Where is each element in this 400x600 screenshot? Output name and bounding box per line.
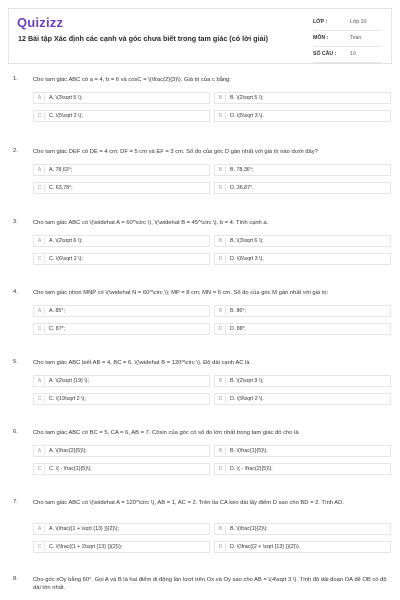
meta-table — [313, 15, 381, 63]
question-text: Cho tam giác DEF có DE = 4 cm; DF = 5 cm và EF = 3 cm. Số đo của góc D gần nhất với giá trị nào dưới đây? — [33, 149, 318, 155]
option-text: A. 85°; — [49, 308, 65, 314]
option-letter-box: B — [216, 525, 226, 533]
option-letter-box: A — [35, 94, 45, 102]
meta-key: LỚP : — [313, 19, 328, 25]
question-text: Cho tam giác ABC có \(\widehat A = 120^\circ \), AB = 1, AC = 2. Trên tia CA kéo dài lấy điểm D sao cho BD = 2. Tính AD. — [33, 500, 344, 506]
answer-option-d[interactable] — [214, 323, 391, 335]
option-text: B. \(3\sqrt 6 \); — [230, 238, 264, 244]
option-text: B. \(2\sqrt 5 \); — [230, 95, 264, 101]
option-text: B. \(\frac{1}{5}\); — [230, 448, 268, 454]
question-number: 2. — [13, 148, 18, 154]
question-text: Cho tam giác ABC có BC = 5, CA = 6, AB = 7. Côsin của góc có số đo lớn nhất trong tam giác đó cho là — [33, 430, 299, 436]
question-text: Cho tam giác ABC biết AB = 4, BC = 6, \(\widehat B = 120^\circ \). Độ dài cạnh AC là — [33, 360, 250, 366]
option-letter-box: C — [35, 255, 45, 263]
option-text: C. \(19\sqrt 2 \); — [49, 396, 86, 402]
option-letter-box: B — [216, 166, 226, 174]
answer-option-c[interactable] — [33, 182, 210, 194]
option-letter-box: C — [35, 112, 45, 120]
answer-option-a[interactable] — [33, 445, 210, 457]
answer-option-a[interactable] — [33, 375, 210, 387]
answer-option-c[interactable] — [33, 253, 210, 265]
option-letter-box: A — [35, 166, 45, 174]
option-letter-box: C — [35, 325, 45, 333]
question-text: Cho tam giác nhọn MNP có \(\widehat N = 60^\circ \); MP = 8 cm; MN = 5 cm. Số đo của góc M gần nhất với giá trị: — [33, 290, 329, 296]
option-text: B. 78,36°; — [230, 167, 254, 173]
option-text: A. \(\frac{{1 + \sqrt {13} }}{2}\); — [49, 526, 119, 532]
option-letter-box: B — [216, 307, 226, 315]
option-text: D. \(\frac{{2 + \sqrt {13} }}{2}\). — [230, 544, 301, 550]
answer-option-b[interactable] — [214, 375, 391, 387]
question-text: Cho góc xOy bằng 60°. Gọi A và B là hai điểm di động lần lượt trên Ox và Oy sao cho AB = \(4\sqrt 3 \). Tính độ dài đoạn OA để OB có độ dài lớn nhất. — [33, 577, 387, 592]
answer-option-d[interactable] — [214, 463, 391, 475]
option-text: A. \(3\sqrt 5 \); — [49, 95, 83, 101]
option-letter-box: D — [216, 255, 226, 263]
answer-option-a[interactable] — [33, 523, 210, 535]
option-text: D. \(9\sqrt 2 \). — [230, 396, 264, 402]
option-letter-box: D — [216, 543, 226, 551]
option-letter-box: A — [35, 525, 45, 533]
option-letter-box: D — [216, 325, 226, 333]
page-title: 12 Bài tập Xác định các cạnh và góc chưa biết trong tam giác (có lời giải) — [18, 34, 268, 43]
option-letter-box: C — [35, 465, 45, 473]
meta-value: Lớp 10 — [350, 19, 367, 25]
question-number: 1. — [13, 76, 18, 82]
question-number: 6. — [13, 429, 18, 435]
answer-option-c[interactable] — [33, 323, 210, 335]
answer-option-c[interactable] — [33, 393, 210, 405]
question-text: Cho tam giác ABC có a = 4, b = 6 và cosC = \(\frac{2}{3}\). Giá trị của c bằng: — [33, 77, 232, 83]
worksheet-header — [8, 8, 392, 64]
question-number: 8. — [13, 576, 18, 582]
question-text: Cho tam giác ABC có \(\widehat A = 60^\circ \), \(\widehat B = 45^\circ \), b = 4. Tính cạnh a. — [33, 220, 269, 226]
option-letter-box: A — [35, 377, 45, 385]
answer-option-d[interactable] — [214, 253, 391, 265]
option-letter-box: D — [216, 465, 226, 473]
option-letter-box: A — [35, 447, 45, 455]
option-letter-box: B — [216, 377, 226, 385]
answer-option-d[interactable] — [214, 182, 391, 194]
option-letter-box: B — [216, 447, 226, 455]
meta-value: 10 — [350, 51, 356, 57]
option-letter-box: D — [216, 184, 226, 192]
answer-option-a[interactable] — [33, 235, 210, 247]
meta-row — [313, 47, 381, 63]
answer-option-c[interactable] — [33, 463, 210, 475]
option-text: C. 63,78°; — [49, 185, 73, 191]
answer-option-b[interactable] — [214, 305, 391, 317]
option-text: B. \(2\sqrt 9 \); — [230, 378, 264, 384]
quizizz-logo: Quizizz — [17, 15, 64, 30]
option-text: A. \(2\sqrt {19} \); — [49, 378, 90, 384]
answer-option-c[interactable] — [33, 110, 210, 122]
option-text: B. \(\frac{1}{2}\); — [230, 526, 268, 532]
option-letter-box: B — [216, 237, 226, 245]
option-text: B. 86°; — [230, 308, 246, 314]
answer-option-b[interactable] — [214, 235, 391, 247]
option-letter-box: C — [35, 543, 45, 551]
option-letter-box: B — [216, 94, 226, 102]
option-text: D. \(6\sqrt 3 \). — [230, 256, 264, 262]
option-text: C. \(\frac{{1 + 2\sqrt {13} }}{2}\); — [49, 544, 123, 550]
meta-row — [313, 15, 381, 31]
option-text: D. 88°. — [230, 326, 247, 332]
answer-option-b[interactable] — [214, 445, 391, 457]
option-letter-box: A — [35, 237, 45, 245]
option-letter-box: C — [35, 184, 45, 192]
option-letter-box: A — [35, 307, 45, 315]
option-text: A. 78,63°; — [49, 167, 73, 173]
answer-option-b[interactable] — [214, 523, 391, 535]
question-number: 7. — [13, 499, 18, 505]
option-letter-box: D — [216, 395, 226, 403]
meta-value: Toán — [350, 35, 362, 41]
option-text: A. \(2\sqrt 6 \); — [49, 238, 83, 244]
answer-option-b[interactable] — [214, 92, 391, 104]
option-text: C. \(6\sqrt 2 \); — [49, 256, 83, 262]
meta-key: MÔN : — [313, 35, 329, 41]
option-text: C. 87°; — [49, 326, 66, 332]
meta-row — [313, 31, 381, 47]
answer-option-d[interactable] — [214, 110, 391, 122]
answer-option-a[interactable] — [33, 305, 210, 317]
option-text: D. \(5\sqrt 3 \). — [230, 113, 264, 119]
option-letter-box: C — [35, 395, 45, 403]
option-text: D. 36,87°. — [230, 185, 254, 191]
question-number: 4. — [13, 289, 18, 295]
answer-option-b[interactable] — [214, 164, 391, 176]
option-text: C. \(5\sqrt 2 \); — [49, 113, 83, 119]
answer-option-d[interactable] — [214, 393, 391, 405]
question-number: 5. — [13, 359, 18, 365]
answer-option-c[interactable] — [33, 541, 210, 553]
meta-key: SỐ CÂU : — [313, 51, 337, 57]
option-text: C. \( - \frac{1}{5}\); — [49, 466, 92, 472]
question-number: 3. — [13, 219, 18, 225]
option-text: A. \(\frac{2}{5}\); — [49, 448, 87, 454]
answer-option-d[interactable] — [214, 541, 391, 553]
answer-option-a[interactable] — [33, 164, 210, 176]
option-text: D. \( - \frac{2}{5}\). — [230, 466, 273, 472]
option-letter-box: D — [216, 112, 226, 120]
answer-option-a[interactable] — [33, 92, 210, 104]
